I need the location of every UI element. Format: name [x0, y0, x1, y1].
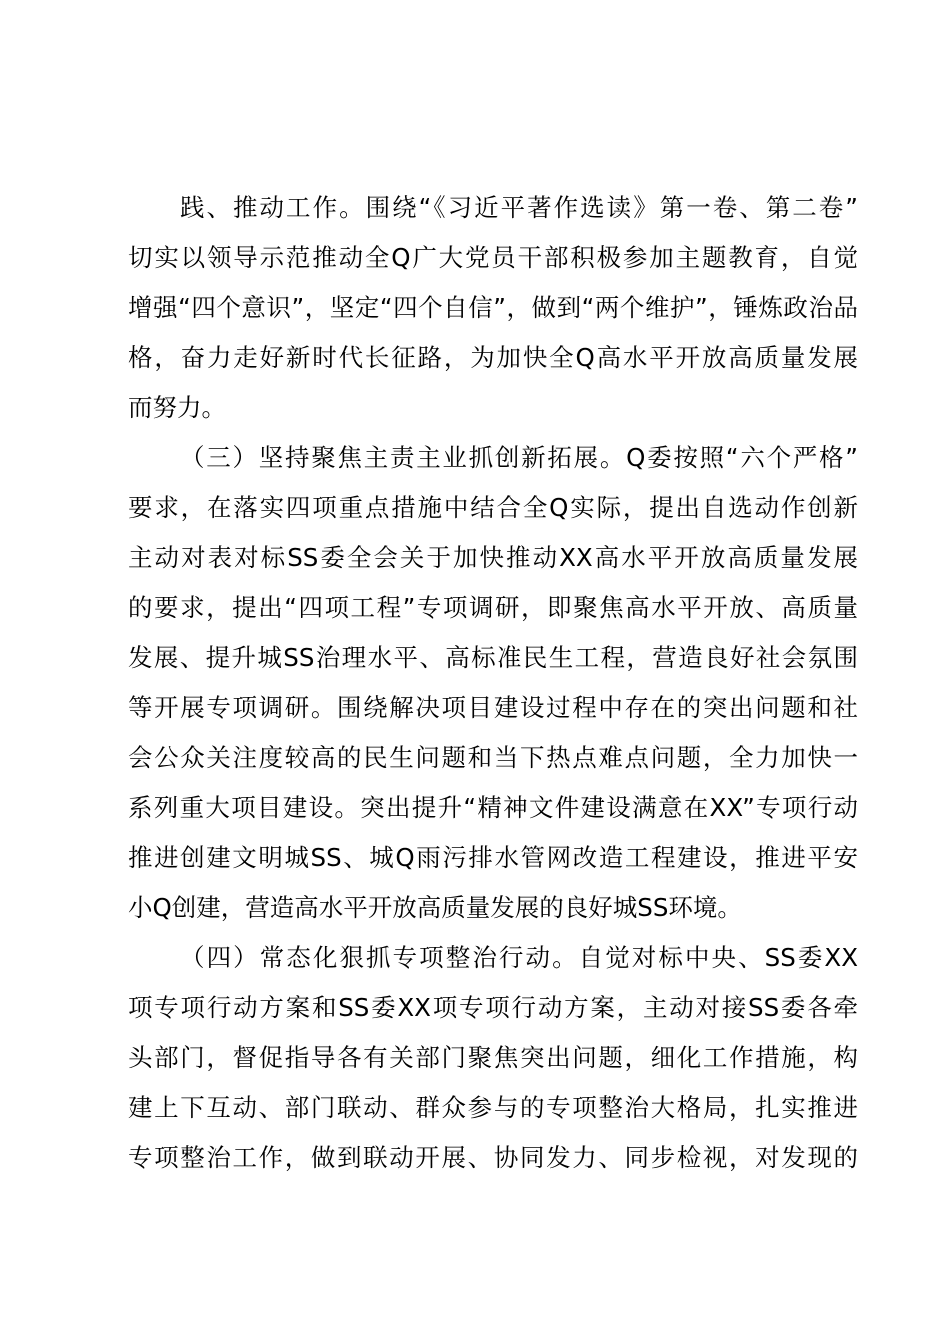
text-line: 发展、提升城SS治理水平、高标准民生工程，营造良好社会氛围: [128, 643, 858, 672]
text-line: （四）常态化狠抓专项整治行动。自觉对标中央、SS委XX: [180, 943, 858, 972]
text-line: 小Q创建，营造高水平开放高质量发展的良好城SS环境。: [128, 893, 742, 922]
text-line: 建上下互动、部门联动、群众参与的专项整治大格局，扎实推进: [128, 1093, 858, 1122]
text-line: 践、推动工作。围绕“《习近平著作选读》第一卷、第二卷”: [180, 193, 858, 222]
text-line: 推进创建文明城SS、城Q雨污排水管网改造工程建设，推进平安: [128, 843, 858, 872]
text-line: 系列重大项目建设。突出提升“精神文件建设满意在XX”专项行动: [128, 793, 858, 822]
text-line: 项专项行动方案和SS委XX项专项行动方案，主动对接SS委各牵: [128, 993, 858, 1022]
text-line: 增强“四个意识”，坚定“四个自信”，做到“两个维护”，锤炼政治品: [128, 293, 858, 322]
text-line: 的要求，提出“四项工程”专项调研，即聚焦高水平开放、高质量: [128, 593, 858, 622]
text-line: 等开展专项调研。围绕解决项目建设过程中存在的突出问题和社: [128, 693, 858, 722]
text-line: 头部门，督促指导各有关部门聚焦突出问题，细化工作措施，构: [128, 1043, 858, 1072]
text-line: 切实以领导示范推动全Q广大党员干部积极参加主题教育，自觉: [128, 243, 858, 272]
text-line: 主动对表对标SS委全会关于加快推动XX高水平开放高质量发展: [128, 543, 858, 572]
text-line: 专项整治工作，做到联动开展、协同发力、同步检视，对发现的: [128, 1143, 858, 1172]
text-line: 要求，在落实四项重点措施中结合全Q实际，提出自选动作创新: [128, 493, 858, 522]
text-line: 会公众关注度较高的民生问题和当下热点难点问题，全力加快一: [128, 743, 858, 772]
body-text: [128, 183, 858, 1183]
text-line: （三）坚持聚焦主责主业抓创新拓展。Q委按照“六个严格”: [180, 443, 858, 472]
text-line: 格，奋力走好新时代长征路，为加快全Q高水平开放高质量发展: [128, 343, 859, 372]
text-line: 而努力。: [128, 393, 226, 422]
